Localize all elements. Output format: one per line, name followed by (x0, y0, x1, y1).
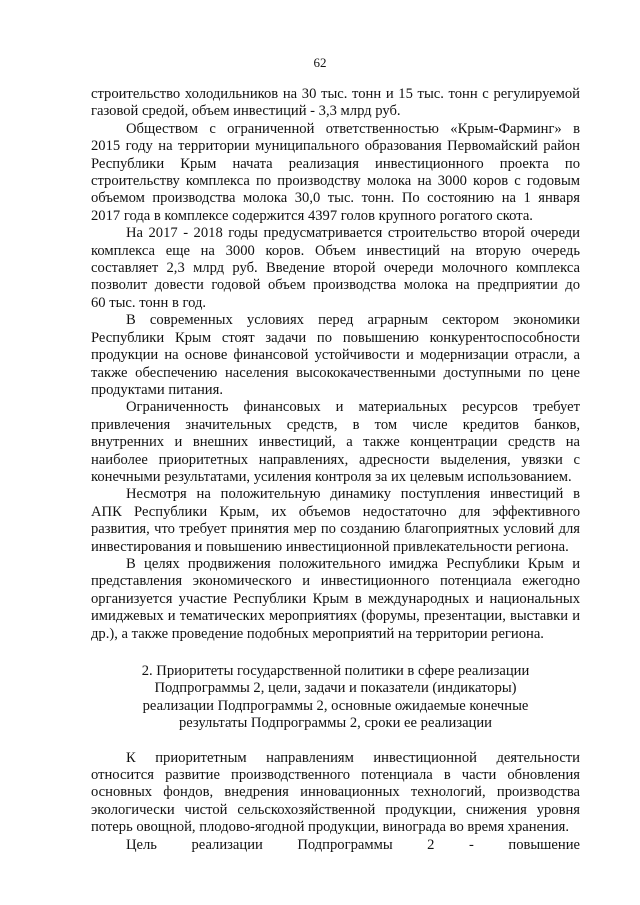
heading-line: Подпрограммы 2, цели, задачи и показатели (индикаторы) (154, 680, 517, 697)
text-line: строительству комплекса по производству молока на 3000 коров с годовым (91, 173, 580, 190)
text-line: организуется участие Республики Крым в международных и национальных (91, 590, 580, 607)
paragraph (91, 86, 580, 121)
text-line: основных фондов, внедрения инновационных технологий, производства (91, 784, 580, 801)
text-line: На 2017 - 2018 годы предусматривается строительство второй очереди (126, 225, 580, 242)
text-line: конечными результатами, усиления контроля за их целевым использованием. (91, 468, 572, 485)
text-line: объемом производства молока 30,0 тыс. тонн. По состоянию на 1 января (91, 190, 580, 207)
text-line: Республики Крым начата реализация инвестиционного проекта по (91, 155, 580, 172)
paragraph (91, 312, 580, 399)
text-line: позволит довести годовой объем производства молока на предприятии до (91, 277, 580, 294)
text-line: др.), а также проведение подобных мероприятий на территории региона. (91, 625, 544, 642)
text-line: также обеспечению населения высококачественными доступными по цене (91, 364, 580, 381)
heading-line: 2. Приоритеты государственной политики в сфере реализации (141, 663, 530, 679)
page-number: 62 (313, 55, 327, 70)
text-line: экологически чистой сельскохозяйственной продукции, снижения уровня (91, 801, 580, 818)
heading-line: реализации Подпрограммы 2, основные ожидаемые конечные (142, 697, 529, 714)
text-line: Республики Крым стоят задачи по повышению конкурентоспособности (91, 329, 580, 346)
text-line: внутренних и внешних инвестиций, а также концентрации средств на (91, 434, 580, 451)
text-line: 60 тыс. тонн в год. (91, 294, 207, 311)
section-heading (91, 663, 580, 733)
paragraph (91, 225, 580, 312)
text-line: 2015 году на территории муниципального образования Первомайский район (91, 138, 580, 155)
text-line: газовой средой, объем инвестиций - 3,3 млрд руб. (91, 103, 401, 120)
paragraphs-after-heading (91, 750, 580, 854)
text-line: наиболее приоритетных направлениях, адресности выделения, увязки с (91, 451, 580, 468)
text-line: Цель реализации Подпрограммы 2 - повышение (126, 836, 580, 853)
text-line: Ограниченность финансовых и материальных ресурсов требует (126, 399, 580, 416)
text-line: строительство холодильников на 30 тыс. тонн и 15 тыс. тонн с регулируемой (91, 86, 580, 102)
text-line: имиджевых и тематических мероприятиях (форумы, презентации, выставки и (91, 608, 580, 625)
text-line: К приоритетным направлениям инвестиционной деятельности (126, 749, 580, 766)
paragraph (91, 556, 580, 643)
text-line: продукции на основе финансовой устойчивости и модернизации отрасли, а (91, 347, 580, 364)
paragraph (91, 837, 580, 854)
text-line: составляет 2,3 млрд руб. Введение второй очереди молочного комплекса (91, 260, 580, 277)
text-line: комплекса еще на 3000 коров. Объем инвестиций на вторую очередь (91, 242, 580, 259)
body-text (91, 86, 580, 854)
text-line: Обществом с ограниченной ответственностью «Крым-Фарминг» в (126, 120, 580, 137)
text-line: В целях продвижения положительного имиджа Республики Крым и (126, 555, 580, 572)
text-line: Несмотря на положительную динамику поступления инвестиций в (126, 486, 580, 503)
text-line: представления экономического и инвестиционного потенциала ежегодно (91, 573, 580, 590)
text-line: потерь овощной, плодово-ягодной продукции, винограда во время хранения. (91, 819, 570, 836)
heading-line: результаты Подпрограммы 2, сроки ее реализации (178, 715, 492, 732)
text-line: развития, что требует принятия мер по созданию благоприятных условий для (91, 521, 580, 538)
text-line: привлечения значительных средств, в том числе кредитов банков, (91, 416, 580, 433)
text-line: В современных условиях перед аграрным сектором экономики (126, 312, 580, 329)
text-line: относится развитие производственного потенциала в части обновления (91, 767, 580, 784)
paragraph (91, 399, 580, 486)
text-line: продуктами питания. (91, 381, 223, 398)
text-line: АПК Республики Крым, их объемов недостаточно для эффективного (91, 503, 580, 520)
paragraph (91, 121, 580, 225)
paragraph (91, 750, 580, 837)
paragraph (91, 486, 580, 556)
paragraphs-before-heading (91, 86, 580, 643)
text-line: инвестирования и повышению инвестиционной привлекательности региона. (91, 538, 569, 555)
text-line: 2017 года в комплексе содержится 4397 голов крупного рогатого скота. (91, 207, 533, 224)
